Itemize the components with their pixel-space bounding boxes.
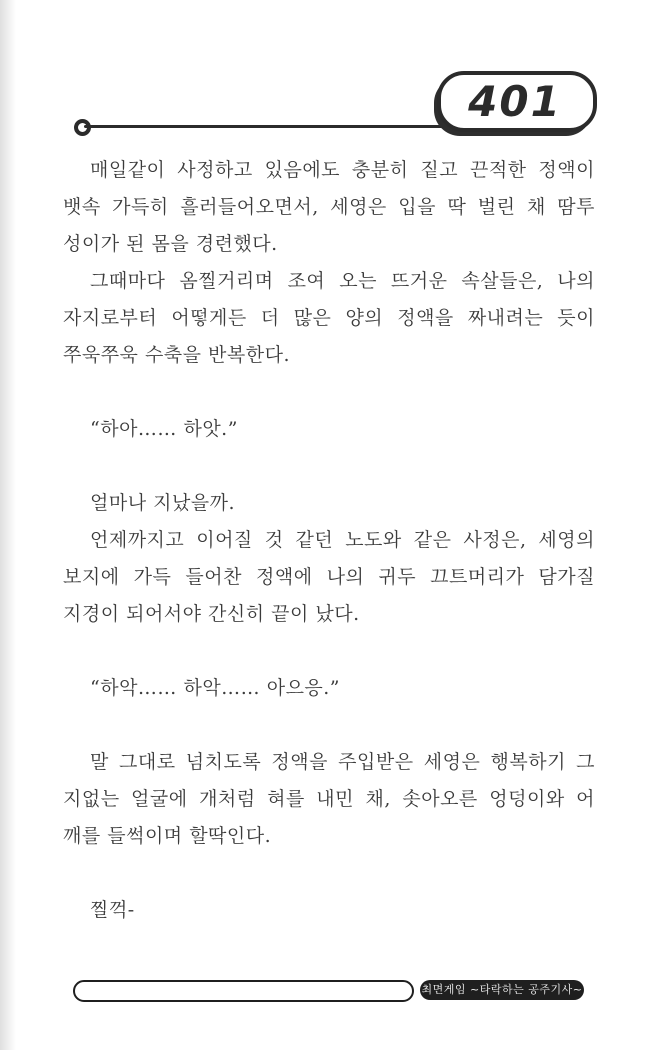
book-title-badge: 최면게임 ~타락하는 공주기사~: [420, 980, 584, 1000]
text-line: 언제까지고 이어질 것 같던 노도와 같은 사정은, 세영의: [90, 529, 595, 551]
text-line: 매일같이 사정하고 있음에도 충분히 짙고 끈적한 정액이: [90, 159, 595, 181]
sfx-line: 찔꺽-: [90, 899, 135, 921]
text-line: 말 그대로 넘치도록 정액을 주입받은 세영은 행복하기 그: [90, 751, 595, 773]
header-rule: [84, 125, 444, 128]
dialogue-line: “하악…… 하악…… 아으응.”: [90, 677, 341, 699]
scan-edge-shadow: [0, 0, 16, 1050]
text-line: 깨를 들썩이며 할딱인다.: [63, 825, 272, 847]
text-line: 쭈욱쭈욱 수축을 반복한다.: [63, 344, 291, 366]
page-number: 401: [468, 77, 562, 126]
text-line: 그때마다 옴찔거리며 조여 오는 뜨거운 속살들은, 나의: [90, 270, 595, 292]
text-line: 성이가 된 몸을 경련했다.: [63, 233, 278, 255]
text-line: 뱃속 가득히 흘러들어오면서, 세영은 입을 딱 벌린 채 땀투: [63, 196, 595, 218]
text-line: 지없는 얼굴에 개처럼 혀를 내민 채, 솟아오른 엉덩이와 어: [63, 788, 595, 810]
text-line: 보지에 가득 들어찬 정액에 나의 귀두 끄트머리가 담가질: [63, 566, 595, 588]
footer-note-box: [73, 980, 414, 1002]
text-line: 자지로부터 어떻게든 더 많은 양의 정액을 짜내려는 듯이: [63, 307, 595, 329]
dialogue-line: “하아…… 하앗.”: [90, 418, 238, 440]
page-number-badge: [437, 71, 597, 132]
text-line: 지경이 되어서야 간신히 끝이 났다.: [63, 603, 360, 625]
body-text: [63, 152, 595, 929]
text-line: 얼마나 지났을까.: [90, 492, 236, 514]
